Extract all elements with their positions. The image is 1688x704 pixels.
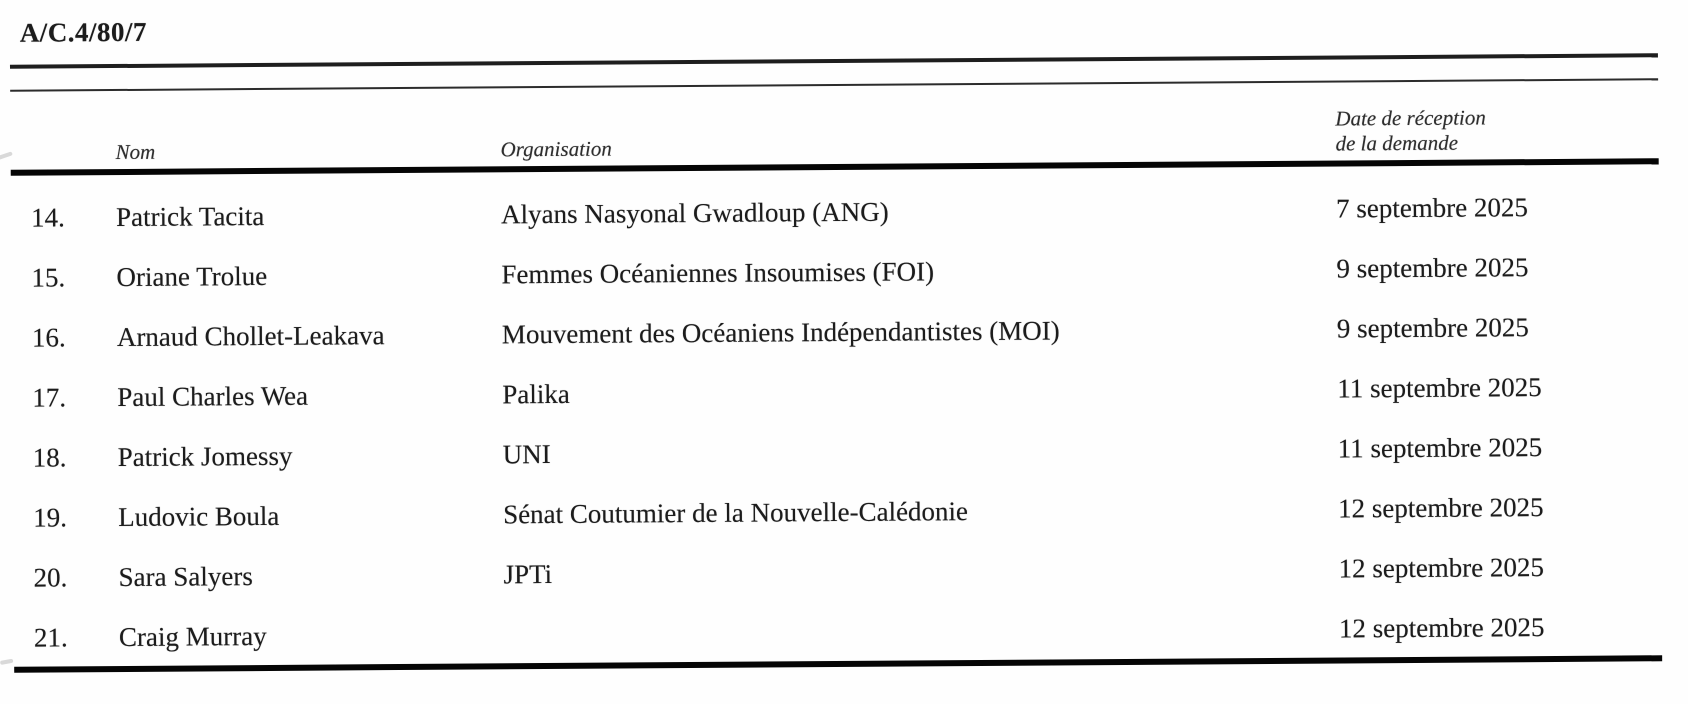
row-name: Craig Murray — [118, 620, 267, 653]
row-number: 14. — [30, 202, 65, 233]
row-date: 9 septembre 2025 — [1336, 252, 1529, 284]
row-number: 16. — [31, 322, 66, 353]
column-header-date — [1335, 104, 1658, 156]
row-organisation: Mouvement des Océaniens Indépendantistes (MOI) — [501, 315, 1060, 350]
column-header-date-line2: de la demande — [1335, 130, 1459, 156]
row-organisation: Palika — [502, 378, 570, 410]
row-name: Ludovic Boula — [118, 500, 280, 533]
table-body — [11, 171, 1662, 667]
column-header-date-line1: Date de réception — [1335, 105, 1486, 131]
row-date: 7 septembre 2025 — [1335, 192, 1529, 224]
column-header-nom: Nom — [115, 139, 156, 165]
row-name: Patrick Tacita — [115, 200, 265, 233]
row-number: 17. — [32, 382, 67, 413]
row-name: Oriane Trolue — [116, 260, 268, 293]
header-rule-heavy — [10, 53, 1658, 69]
row-date: 12 septembre 2025 — [1338, 492, 1544, 524]
document-sheet — [10, 0, 1663, 704]
row-name: Arnaud Chollet-Leakava — [116, 320, 385, 353]
row-name: Paul Charles Wea — [117, 380, 309, 413]
table-header-row — [10, 88, 1658, 166]
row-number: 20. — [33, 562, 68, 593]
column-header-organisation: Organisation — [500, 136, 612, 162]
row-number: 15. — [31, 262, 66, 293]
row-number: 19. — [33, 502, 67, 533]
row-number: 21. — [33, 622, 68, 653]
row-date: 9 septembre 2025 — [1336, 312, 1529, 344]
row-organisation — [504, 628, 1339, 634]
document-symbol: A/C.4/80/7 — [19, 16, 148, 48]
table-header-spacer — [11, 165, 116, 166]
row-number: 18. — [32, 442, 67, 473]
row-organisation: JPTi — [503, 558, 553, 590]
row-organisation: Sénat Coutumier de la Nouvelle-Calédonie — [503, 496, 969, 530]
row-date: 12 septembre 2025 — [1338, 612, 1545, 644]
row-name: Sara Salyers — [118, 561, 253, 593]
row-organisation: Alyans Nasyonal Gwadloup (ANG) — [500, 196, 889, 230]
scan-artifact — [0, 659, 13, 665]
row-name: Patrick Jomessy — [117, 440, 293, 473]
row-date: 11 septembre 2025 — [1337, 432, 1543, 464]
row-organisation: UNI — [502, 438, 551, 470]
row-date: 12 septembre 2025 — [1338, 552, 1545, 584]
row-date: 11 septembre 2025 — [1337, 372, 1542, 404]
row-organisation: Femmes Océaniennes Insoumises (FOI) — [501, 256, 935, 290]
